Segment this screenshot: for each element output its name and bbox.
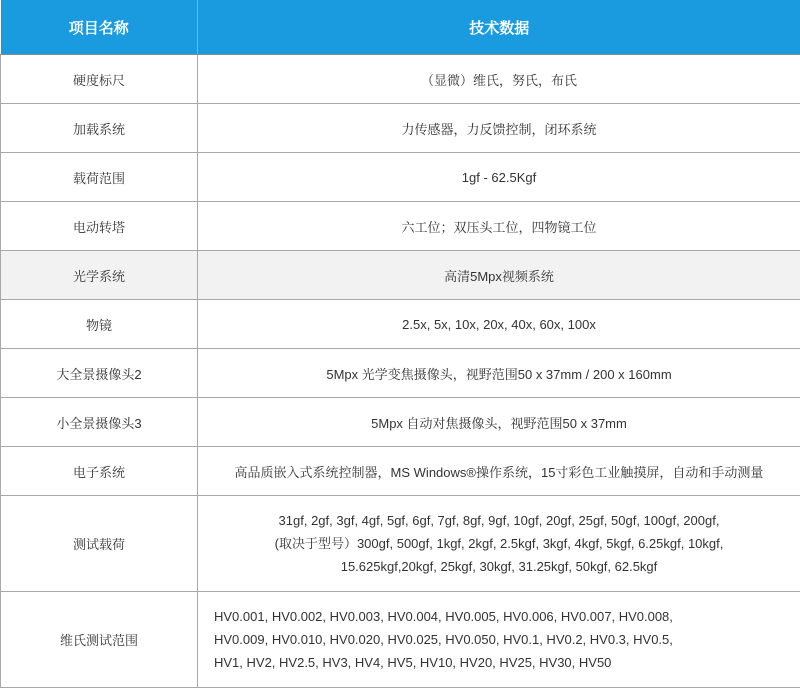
row-label: 物镜	[1, 300, 198, 349]
table-row	[1, 55, 800, 104]
table-row	[1, 349, 800, 398]
column-header-item-name: 项目名称	[1, 0, 198, 55]
row-value: 力传感器，力反馈控制，闭环系统	[198, 104, 800, 153]
table-row	[1, 496, 800, 592]
value-line: 31gf, 2gf, 3gf, 4gf, 5gf, 6gf, 7gf, 8gf, 9gf, 10gf, 20gf, 25gf, 50gf, 100gf, 200gf,	[278, 513, 720, 528]
value-line: 15.625kgf,20kgf, 25kgf, 30kgf, 31.25kgf, 50kgf, 62.5kgf	[340, 559, 658, 574]
row-label: 大全景摄像头2	[1, 349, 198, 398]
value-line: HV0.009, HV0.010, HV0.020, HV0.025, HV0.050, HV0.1, HV0.2, HV0.3, HV0.5,	[214, 632, 673, 647]
row-value: 1gf - 62.5Kgf	[198, 153, 800, 202]
row-value: 5Mpx 自动对焦摄像头，视野范围50 x 37mm	[198, 398, 800, 447]
row-value: 六工位；双压头工位，四物镜工位	[198, 202, 800, 251]
value-line: HV1, HV2, HV2.5, HV3, HV4, HV5, HV10, HV20, HV25, HV30, HV50	[214, 655, 612, 670]
row-value	[198, 496, 800, 592]
table-row	[1, 251, 800, 300]
row-label: 小全景摄像头3	[1, 398, 198, 447]
row-label: 维氏测试范围	[1, 592, 198, 688]
row-label: 硬度标尺	[1, 55, 198, 104]
table-row	[1, 104, 800, 153]
row-label: 加载系统	[1, 104, 198, 153]
row-label: 电子系统	[1, 447, 198, 496]
table-row	[1, 153, 800, 202]
row-label: 电动转塔	[1, 202, 198, 251]
table-row	[1, 300, 800, 349]
row-value: 2.5x, 5x, 10x, 20x, 40x, 60x, 100x	[198, 300, 800, 349]
row-value: 高清5Mpx视频系统	[198, 251, 800, 300]
table-row	[1, 592, 800, 688]
value-line: HV0.001, HV0.002, HV0.003, HV0.004, HV0.005, HV0.006, HV0.007, HV0.008,	[214, 609, 673, 624]
value-line: (取决于型号）300gf, 500gf, 1kgf, 2kgf, 2.5kgf, 3kgf, 4kgf, 5kgf, 6.25kgf, 10kgf,	[274, 536, 724, 551]
table-row	[1, 398, 800, 447]
row-label: 光学系统	[1, 251, 198, 300]
row-label: 载荷范围	[1, 153, 198, 202]
row-value: 高品质嵌入式系统控制器，MS Windows®操作系统，15寸彩色工业触摸屏，自动和手动测量	[198, 447, 800, 496]
table-header-row	[1, 0, 800, 55]
row-label: 测试载荷	[1, 496, 198, 592]
column-header-tech-data: 技术数据	[198, 0, 800, 55]
row-value	[198, 592, 800, 688]
row-value: （显微）维氏，努氏，布氏	[198, 55, 800, 104]
table-row	[1, 447, 800, 496]
table-row	[1, 202, 800, 251]
row-value: 5Mpx 光学变焦摄像头，视野范围50 x 37mm / 200 x 160mm	[198, 349, 800, 398]
